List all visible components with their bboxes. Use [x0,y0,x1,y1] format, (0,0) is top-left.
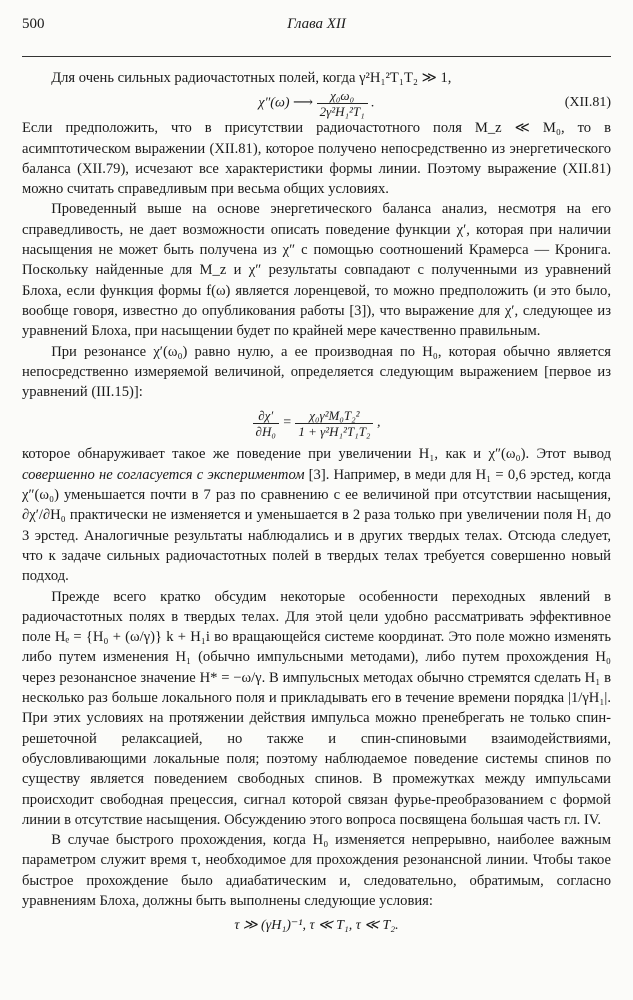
paragraph-1: Для очень сильных радиочастотных полей, когда γ²H₁²T₁T₂ ≫ 1, [51,70,452,86]
eq1-lhs: χ″(ω) ⟶ [258,96,314,112]
page-number: 500 [22,16,45,32]
paragraph-7: В случае быстрого прохождения, когда H₀ изменяется непрерывно, наиболее важным параметром служит время τ, необходимое для прохождения резонансной линии. Чтобы такое быстрое прохождение было адиабатическим и, следовательно, обратимым, согласно уравнениям Блоха, должны быть выполнены следующие условия: [22,832,611,909]
eq1-numerator: χ₀ω₀ [317,88,368,104]
eq1-denominator: 2γ²H₁²T₁ [319,104,365,120]
paragraph-5 [22,444,611,586]
eq2-lhs-fraction [253,408,279,439]
paragraph-3: Проведенный выше на основе энергетического баланса анализ, несмотря на его справедливость, не дает возможности описать поведение функции χ′, которая при наличии насыщения не может быть получена из χ″ с помощью соотношений Крамерса — Кронига. Поскольку найденные для M_z и χ″ результаты совпадают с полученными из уравнений Блоха, если функция формы f(ω) является лоренцевой, то можно предположить (и это было, вообще говоря, известно до опубликования работы [3]), что выражение для χ′, следующее из уравнений Блоха, при насыщении будет по крайней мере качественно правильным. [22,201,611,340]
eq2-lhs-denominator: ∂H₀ [255,423,276,439]
equation-number: (XII.81) [564,95,611,111]
p5-text-b: [3]. Например, в меди для H₁ = 0,6 эрстед, когда χ″(ω₀) уменьшается почти в 7 раз по сравнению с ее величиной при отсутствии насыщения, ∂χ′/∂H₀ практически не изменяется и уменьшается в 2 раза только при увеличении поля H₁ до 3 эрстед. Аналогичные результаты наблюдались и в других твердых телах. Отсюда следует, что к задаче сильных радиочастотных полей в твердых телах требуется совершенно новый подход. [22,466,611,585]
eq1-fraction [317,88,368,119]
equation-conditions: τ ≫ (γH₁)⁻¹, τ ≪ T₁, τ ≪ T₂. [234,918,399,934]
running-header [22,16,611,57]
chapter-title: Глава XII [287,16,346,32]
equation-derivative: $\frac{\partial\chi'}{\text{∂H₀}}$ = $\frac{\text{χ₀γ²M₀T₂²}}{\text{1 + γ²H₁²T₁T₂}}$ , [22,402,611,444]
p5-text-a: которое обнаруживает такое же поведение при увеличении H₁, как и χ″(ω₀). Этот вывод [22,446,611,463]
eq2-lhs-numerator: ∂χ′ [253,408,279,424]
eq1-tail: . [371,96,375,112]
eq2-tail: , [376,415,381,431]
paragraph-2: Если предположить, что в присутствии радиочастотного поля M_z ≪ M₀, то в асимптотическом выражении (XII.81), которое получено непосредственно из энергетического баланса (XII.79), исчезают все характеристики формы линии. Поэтому выражение (XII.81) можно считать справедливым при весьма общих условиях. [22,120,611,198]
eq2-numerator: χ₀γ²M₀T₂² [295,408,373,424]
eq2-rhs-fraction [295,408,373,439]
p5-emphasis: совершенно не согласуется с экспериментом [22,466,305,483]
page-body [22,68,611,941]
paragraph-4: При резонансе χ′(ω₀) равно нулю, а ее производная по H₀, которая обычно является непосредственно измеряемой величиной, определяется следующим выражением [первое из уравнений (III.15)]: [22,343,611,401]
eq2-denominator: 1 + γ²H₁²T₁T₂ [298,423,371,439]
paragraph-6: Прежде всего кратко обсудим некоторые особенности переходных явлений в радиочастотных полях в твердых телах. Для этой цели удобно рассматривать эффективное поле Hₑ = {H₀ + (ω/γ)} k + H₁i во вращающейся системе координат. Это поле можно изменять либо путем изменения H₁ (обычно импульсными методами), либо путем прохождения H₀ через резонансное значение H* = −ω/γ. В импульсных методах обычно стремятся сделать H₁ в несколько раз больше локального поля и прикладывать его в течение времени порядка |1/γH₁|. При этих условиях на протяжении действия импульса можно пренебрегать не только спин-решеточной релаксацией, но также и спин-спиновыми взаимодействиями, обусловливающими локальные поля; поэтому наблюдаемое поведение системы спинов по существу является поведением свободных спинов. В промежутках между импульсами происходит свободная прецессия, сигнал которой связан фурье-преобразованием с формой линии в отсутствие насыщения. Обсуждению этого вопроса посвящена большая часть гл. IV. [22,588,611,828]
equation-xii-81 [22,88,611,118]
